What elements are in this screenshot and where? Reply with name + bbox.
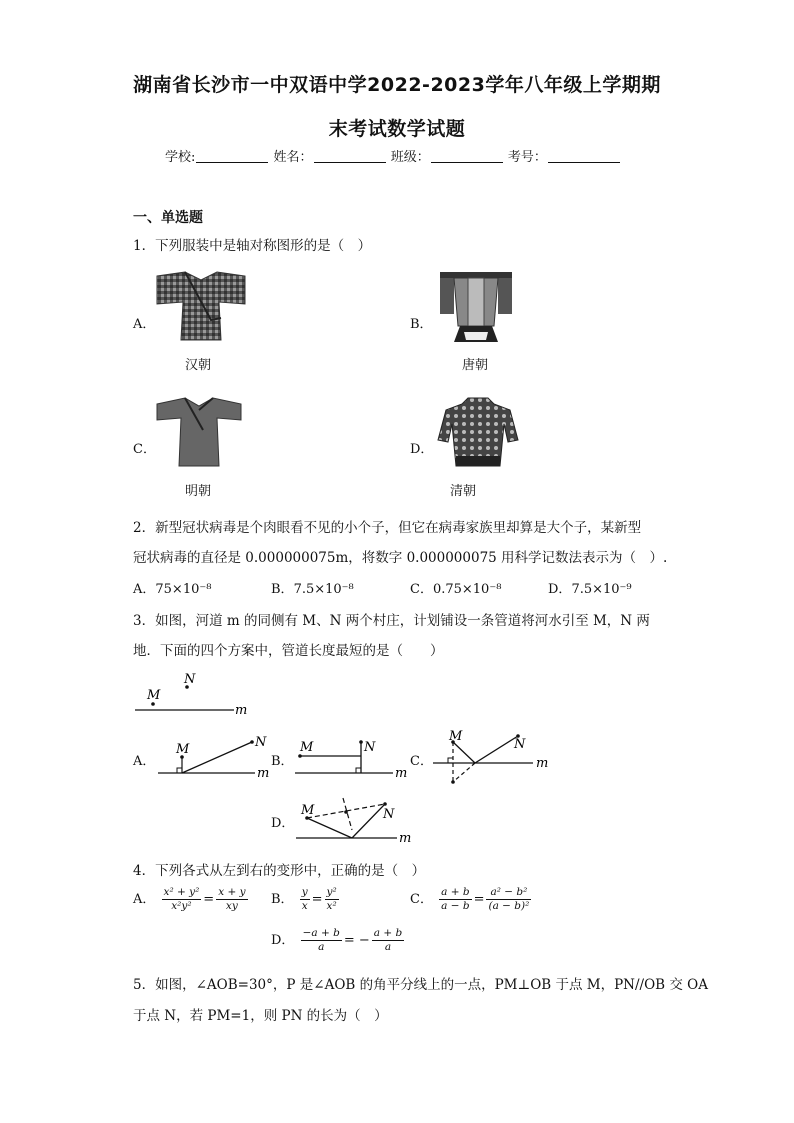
- q1-option-a-letter[interactable]: A．: [133, 317, 156, 332]
- q4-c-rhs-den: (a − b)²: [488, 900, 530, 912]
- name-label: 姓名：: [273, 150, 313, 165]
- q4-option-c[interactable]: [410, 886, 533, 913]
- q4-a-lhs-den: x²y²: [171, 900, 192, 912]
- q1-option-c-letter[interactable]: C．: [133, 442, 156, 457]
- q4-c-lhs: [439, 886, 471, 913]
- q3-option-b-letter[interactable]: B．: [271, 754, 294, 769]
- d-label-river: m: [399, 831, 412, 846]
- exam-no-blank[interactable]: [548, 148, 620, 163]
- q2-option-c[interactable]: [410, 578, 501, 597]
- q2-option-b-letter: B．: [271, 582, 294, 597]
- q2-stem-line1: 2．新型冠状病毒是个肉眼看不见的小个子，但它在病毒家族里却算是大个子，某新型: [133, 520, 642, 536]
- q4-d-op: = −: [343, 933, 370, 948]
- label-river: m: [235, 703, 248, 718]
- exam-title-line1: 湖南省长沙市一中双语中学2022-2023学年八年级上学期期: [133, 74, 661, 96]
- q4-d-rhs-den: a: [384, 941, 392, 953]
- q3-option-d-figure: [293, 792, 418, 844]
- q4-a-rhs-den: xy: [225, 900, 238, 912]
- q1-option-d-letter[interactable]: D．: [410, 442, 434, 457]
- b-label-m: M: [300, 740, 314, 755]
- q2-option-c-text: 0.75×10⁻⁸: [432, 582, 502, 597]
- q4-a-op: =: [203, 892, 215, 907]
- a-label-m: M: [176, 742, 190, 757]
- a-label-river: m: [257, 766, 270, 781]
- han-robe-image: [155, 270, 247, 342]
- q1-option-b-letter[interactable]: B．: [410, 317, 433, 332]
- q4-d-lhs-num: −a + b: [302, 927, 340, 939]
- tang-robe-image: [438, 270, 514, 344]
- q1-caption-b: 唐朝: [461, 358, 488, 373]
- q2-option-b-text: 7.5×10⁻⁸: [293, 582, 354, 597]
- qing-robe-image: [436, 396, 520, 470]
- q4-b-rhs-num: y²: [326, 886, 337, 898]
- q1-stem: 1．下列服装中是轴对称图形的是（ ）: [133, 238, 372, 254]
- q4-option-b-letter: B．: [271, 892, 294, 907]
- label-n: N: [184, 672, 196, 687]
- b-label-river: m: [395, 766, 408, 781]
- ming-robe-image: [155, 396, 243, 468]
- label-m: M: [147, 688, 161, 703]
- q3-option-b-figure: [290, 730, 415, 780]
- c-label-n: N: [514, 737, 526, 752]
- q4-d-rhs-num: a + b: [373, 927, 403, 939]
- school-blank[interactable]: [196, 148, 268, 163]
- c-label-river: m: [536, 756, 549, 771]
- q2-option-a-letter: A．: [133, 582, 156, 597]
- q4-b-lhs: [300, 886, 310, 913]
- exam-no-label: 考号：: [507, 150, 547, 165]
- q4-option-a-letter: A．: [133, 892, 156, 907]
- q4-d-lhs: [301, 927, 342, 954]
- q2-option-a[interactable]: [133, 578, 211, 597]
- q4-a-lhs: [162, 886, 202, 913]
- q5-stem-line2: 于点 N，若 PM=1，则 PN 的长为（ ）: [133, 1008, 388, 1024]
- d-label-n: N: [383, 807, 395, 822]
- q3-stem-line2: 地．下面的四个方案中，管道长度最短的是（ ）: [133, 643, 444, 659]
- q3-option-d-letter[interactable]: D．: [271, 816, 295, 831]
- school-label: 学校:: [165, 150, 196, 165]
- q4-a-rhs-num: x + y: [218, 886, 246, 898]
- q4-option-b[interactable]: [271, 886, 341, 913]
- q3-main-figure: [130, 672, 260, 722]
- q4-d-rhs: [372, 927, 404, 954]
- c-label-m: M: [449, 729, 463, 744]
- exam-title-line2: 末考试数学试题: [328, 118, 466, 140]
- q4-a-lhs-num: x² + y²: [163, 886, 200, 898]
- q3-stem-line1: 3．如图，河道 m 的同侧有 M、N 两个村庄，计划铺设一条管道将河水引至 M，N 两: [133, 613, 650, 629]
- class-label: 班级：: [390, 150, 430, 165]
- q4-b-rhs-den: x²: [326, 900, 337, 912]
- q4-d-lhs-den: a: [318, 941, 325, 953]
- class-blank[interactable]: [431, 148, 503, 163]
- q4-b-lhs-den: x: [301, 900, 308, 912]
- q4-stem: 4．下列各式从左到右的变形中，正确的是（ ）: [133, 863, 426, 879]
- q4-option-d-letter: D．: [271, 933, 295, 948]
- q2-option-d[interactable]: [548, 578, 632, 597]
- q1-caption-d: 清朝: [449, 484, 476, 499]
- d-label-m: M: [301, 803, 315, 818]
- q2-option-a-text: 75×10⁻⁸: [155, 582, 212, 597]
- q2-stem-line2: 冠状病毒的直径是 0.000000075m，将数字 0.000000075 用科学记数法表示为（ ）.: [133, 550, 668, 566]
- q4-c-rhs: [486, 886, 531, 913]
- b-label-n: N: [364, 740, 376, 755]
- q4-c-lhs-num: a + b: [441, 886, 470, 898]
- q3-option-a-letter[interactable]: A．: [133, 754, 156, 769]
- q2-option-b[interactable]: [271, 578, 354, 597]
- q3-option-c-figure: [430, 726, 555, 788]
- q5-stem-line1: 5．如图，∠AOB=30°，P 是∠AOB 的角平分线上的一点，PM⊥OB 于点 M，PN//OB 交 OA: [133, 977, 708, 993]
- student-info-line: [165, 146, 621, 165]
- q2-option-d-letter: D．: [548, 582, 572, 597]
- q2-option-d-text: 7.5×10⁻⁹: [571, 582, 632, 597]
- q1-caption-a: 汉朝: [184, 358, 211, 373]
- q4-option-c-letter: C．: [410, 892, 433, 907]
- q3-option-a-figure: [155, 730, 275, 780]
- section-heading: 一、单选题: [133, 210, 203, 226]
- q1-caption-c: 明朝: [184, 484, 211, 499]
- q2-option-c-letter: C．: [410, 582, 433, 597]
- q4-option-a[interactable]: [133, 886, 250, 913]
- q4-c-op: =: [473, 892, 485, 907]
- q3-option-c-letter[interactable]: C．: [410, 754, 433, 769]
- q4-b-lhs-num: y: [301, 886, 308, 898]
- q4-a-rhs: [216, 886, 247, 913]
- a-label-n: N: [255, 735, 267, 750]
- q4-option-d[interactable]: [271, 927, 406, 954]
- q4-c-rhs-num: a² − b²: [486, 886, 531, 900]
- name-blank[interactable]: [314, 148, 386, 163]
- q4-b-op: =: [311, 892, 323, 907]
- q4-c-lhs-den: a − b: [441, 900, 470, 912]
- q4-b-rhs: [325, 886, 339, 913]
